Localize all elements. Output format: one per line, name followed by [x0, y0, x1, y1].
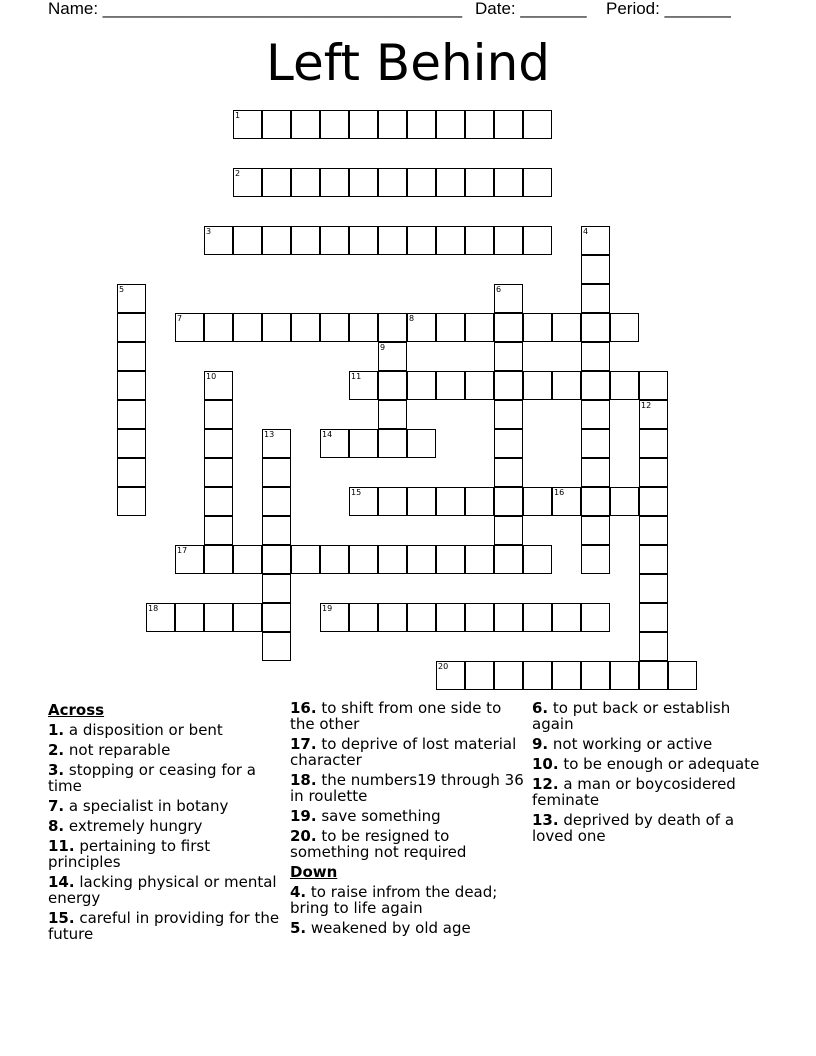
- name-field-label: Name: ______________________________________: [48, 0, 463, 18]
- clue-column-3: [532, 700, 770, 848]
- grid-cell[interactable]: [581, 313, 610, 342]
- header-fields: [48, 0, 462, 19]
- grid-cell[interactable]: [146, 603, 175, 632]
- clue-number: 10.: [532, 755, 559, 773]
- grid-cell[interactable]: [378, 603, 407, 632]
- grid-cell[interactable]: [291, 168, 320, 197]
- clue-number: 14.: [48, 873, 75, 891]
- cell-number: 9: [380, 343, 386, 352]
- cell-number: 19: [322, 604, 333, 613]
- grid-cell[interactable]: [494, 661, 523, 690]
- clue-number: 16.: [290, 699, 317, 717]
- grid-cell[interactable]: [320, 110, 349, 139]
- grid-cell[interactable]: [494, 371, 523, 400]
- grid-cell[interactable]: [378, 487, 407, 516]
- grid-cell[interactable]: [465, 545, 494, 574]
- grid-cell[interactable]: [639, 429, 668, 458]
- grid-cell[interactable]: [233, 168, 262, 197]
- grid-cell[interactable]: [175, 313, 204, 342]
- grid-cell[interactable]: [552, 371, 581, 400]
- grid-cell[interactable]: [262, 458, 291, 487]
- clue-text: deprived by death of a loved one: [532, 811, 735, 845]
- grid-cell[interactable]: [639, 603, 668, 632]
- grid-cell[interactable]: [262, 545, 291, 574]
- grid-cell[interactable]: [117, 284, 146, 313]
- grid-cell[interactable]: [639, 458, 668, 487]
- clue-text: stopping or ceasing for a time: [48, 761, 256, 795]
- clue-text: extremely hungry: [64, 817, 203, 835]
- grid-cell[interactable]: [407, 313, 436, 342]
- grid-cell[interactable]: [581, 255, 610, 284]
- grid-cell[interactable]: [320, 313, 349, 342]
- grid-cell[interactable]: [639, 400, 668, 429]
- clue-number: 7.: [48, 797, 65, 815]
- clue-text: careful in providing for the future: [48, 909, 280, 943]
- grid-cell[interactable]: [233, 603, 262, 632]
- grid-cell[interactable]: [494, 313, 523, 342]
- period-field: [606, 0, 731, 19]
- grid-cell[interactable]: [378, 429, 407, 458]
- clue-number: 13.: [532, 811, 559, 829]
- grid-cell[interactable]: [436, 168, 465, 197]
- grid-cell[interactable]: [291, 313, 320, 342]
- grid-cell[interactable]: [233, 226, 262, 255]
- date-field-label: Date: _______: [475, 0, 587, 18]
- grid-cell[interactable]: [204, 458, 233, 487]
- grid-cell[interactable]: [639, 574, 668, 603]
- clue-across-14: [48, 874, 286, 906]
- clue-text: save something: [316, 807, 441, 825]
- grid-cell[interactable]: [349, 313, 378, 342]
- grid-cell[interactable]: [639, 487, 668, 516]
- clue-across-15: [48, 910, 286, 942]
- grid-cell[interactable]: [262, 632, 291, 661]
- grid-cell[interactable]: [291, 110, 320, 139]
- grid-cell[interactable]: [349, 371, 378, 400]
- grid-cell[interactable]: [175, 545, 204, 574]
- grid-cell[interactable]: [320, 545, 349, 574]
- grid-cell[interactable]: [320, 226, 349, 255]
- cell-number: 6: [496, 285, 502, 294]
- grid-cell[interactable]: [436, 603, 465, 632]
- grid-cell[interactable]: [349, 168, 378, 197]
- grid-cell[interactable]: [378, 371, 407, 400]
- clue-across-11: [48, 838, 286, 870]
- grid-cell[interactable]: [291, 545, 320, 574]
- grid-cell[interactable]: [117, 371, 146, 400]
- clue-text: to be resigned to something not required: [290, 827, 467, 861]
- clue-across-19: [290, 808, 528, 824]
- grid-cell[interactable]: [117, 429, 146, 458]
- grid-cell[interactable]: [407, 487, 436, 516]
- grid-cell[interactable]: [523, 110, 552, 139]
- grid-cell[interactable]: [494, 458, 523, 487]
- grid-cell[interactable]: [262, 168, 291, 197]
- grid-cell[interactable]: [610, 313, 639, 342]
- clue-text: to deprive of lost material character: [290, 735, 517, 769]
- grid-cell[interactable]: [639, 661, 668, 690]
- grid-cell[interactable]: [581, 400, 610, 429]
- grid-cell[interactable]: [581, 516, 610, 545]
- grid-cell[interactable]: [262, 110, 291, 139]
- clue-across-8: [48, 818, 286, 834]
- grid-cell[interactable]: [349, 603, 378, 632]
- date-field: [475, 0, 587, 19]
- grid-cell[interactable]: [349, 429, 378, 458]
- grid-cell[interactable]: [668, 661, 697, 690]
- grid-cell[interactable]: [349, 545, 378, 574]
- cell-number: 2: [235, 169, 241, 178]
- clue-text: to shift from one side to the other: [290, 699, 502, 733]
- clue-number: 1.: [48, 721, 65, 739]
- cell-number: 18: [148, 604, 159, 613]
- grid-cell[interactable]: [610, 661, 639, 690]
- grid-cell[interactable]: [204, 545, 233, 574]
- grid-cell[interactable]: [233, 110, 262, 139]
- clue-number: 20.: [290, 827, 317, 845]
- clue-number: 2.: [48, 741, 65, 759]
- grid-cell[interactable]: [639, 516, 668, 545]
- grid-cell[interactable]: [407, 168, 436, 197]
- cell-number: 12: [641, 401, 652, 410]
- grid-cell[interactable]: [204, 371, 233, 400]
- grid-cell[interactable]: [581, 458, 610, 487]
- clue-text: a man or boycosidered feminate: [532, 775, 736, 809]
- clue-column-1: [48, 700, 286, 946]
- clue-down-9: [532, 736, 770, 752]
- period-field-label: Period: _______: [606, 0, 731, 18]
- clue-text: the numbers19 through 36 in roulette: [290, 771, 524, 805]
- grid-cell[interactable]: [117, 458, 146, 487]
- grid-cell[interactable]: [262, 429, 291, 458]
- grid-cell[interactable]: [204, 429, 233, 458]
- grid-cell[interactable]: [407, 110, 436, 139]
- cell-number: 14: [322, 430, 333, 439]
- cell-number: 10: [206, 372, 217, 381]
- clue-across-17: [290, 736, 528, 768]
- grid-cell[interactable]: [436, 371, 465, 400]
- grid-cell[interactable]: [552, 603, 581, 632]
- across-heading: Across: [48, 701, 105, 719]
- grid-cell[interactable]: [465, 603, 494, 632]
- cell-number: 16: [554, 488, 565, 497]
- grid-cell[interactable]: [378, 545, 407, 574]
- grid-cell[interactable]: [436, 545, 465, 574]
- clue-down-5: [290, 920, 528, 936]
- grid-cell[interactable]: [523, 313, 552, 342]
- clue-across-2: [48, 742, 286, 758]
- clue-text: lacking physical or mental energy: [48, 873, 277, 907]
- grid-cell[interactable]: [581, 371, 610, 400]
- clue-number: 11.: [48, 837, 75, 855]
- clue-number: 6.: [532, 699, 549, 717]
- grid-cell[interactable]: [581, 429, 610, 458]
- grid-cell[interactable]: [320, 603, 349, 632]
- grid-cell[interactable]: [378, 168, 407, 197]
- grid-cell[interactable]: [436, 110, 465, 139]
- grid-cell[interactable]: [494, 226, 523, 255]
- clue-text: to put back or establish again: [532, 699, 731, 733]
- grid-cell[interactable]: [494, 284, 523, 313]
- clue-text: weakened by old age: [306, 919, 471, 937]
- grid-cell[interactable]: [494, 400, 523, 429]
- clue-down-10: [532, 756, 770, 772]
- grid-cell[interactable]: [320, 168, 349, 197]
- clue-number: 12.: [532, 775, 559, 793]
- cell-number: 13: [264, 430, 275, 439]
- grid-cell[interactable]: [494, 516, 523, 545]
- grid-cell[interactable]: [494, 168, 523, 197]
- grid-cell[interactable]: [465, 110, 494, 139]
- grid-cell[interactable]: [204, 226, 233, 255]
- clue-text: to be enough or adequate: [558, 755, 760, 773]
- grid-cell[interactable]: [117, 400, 146, 429]
- clue-text: a disposition or bent: [64, 721, 223, 739]
- clue-number: 15.: [48, 909, 75, 927]
- cell-number: 3: [206, 227, 212, 236]
- grid-cell[interactable]: [552, 661, 581, 690]
- clue-number: 18.: [290, 771, 317, 789]
- cell-number: 4: [583, 227, 589, 236]
- grid-cell[interactable]: [581, 342, 610, 371]
- grid-cell[interactable]: [581, 661, 610, 690]
- clue-down-4: [290, 884, 528, 916]
- page-title: Left Behind: [265, 34, 551, 92]
- grid-cell[interactable]: [407, 429, 436, 458]
- grid-cell[interactable]: [407, 603, 436, 632]
- grid-cell[interactable]: [494, 603, 523, 632]
- grid-cell[interactable]: [552, 313, 581, 342]
- clue-across-3: [48, 762, 286, 794]
- clue-down-6: [532, 700, 770, 732]
- grid-cell[interactable]: [204, 516, 233, 545]
- grid-cell[interactable]: [494, 545, 523, 574]
- grid-cell[interactable]: [465, 487, 494, 516]
- grid-cell[interactable]: [494, 342, 523, 371]
- cell-number: 17: [177, 546, 188, 555]
- down-heading: Down: [290, 863, 338, 881]
- clue-number: 17.: [290, 735, 317, 753]
- grid-cell[interactable]: [349, 226, 378, 255]
- clue-number: 8.: [48, 817, 65, 835]
- cell-number: 7: [177, 314, 183, 323]
- grid-cell[interactable]: [436, 226, 465, 255]
- grid-cell[interactable]: [494, 429, 523, 458]
- grid-cell[interactable]: [378, 110, 407, 139]
- grid-cell[interactable]: [262, 574, 291, 603]
- clue-number: 9.: [532, 735, 549, 753]
- clue-across-1: [48, 722, 286, 738]
- grid-cell[interactable]: [204, 603, 233, 632]
- clue-text: a specialist in botany: [64, 797, 229, 815]
- clue-down-12: [532, 776, 770, 808]
- grid-cell[interactable]: [117, 313, 146, 342]
- grid-cell[interactable]: [117, 342, 146, 371]
- clue-across-20: [290, 828, 528, 860]
- clue-text: not reparable: [64, 741, 171, 759]
- grid-cell[interactable]: [407, 226, 436, 255]
- clue-across-18: [290, 772, 528, 804]
- grid-cell[interactable]: [581, 487, 610, 516]
- grid-cell[interactable]: [233, 313, 262, 342]
- clue-column-2: [290, 700, 528, 940]
- grid-cell[interactable]: [262, 516, 291, 545]
- clue-number: 4.: [290, 883, 307, 901]
- clue-text: to raise infrom the dead; bring to life again: [290, 883, 498, 917]
- grid-cell[interactable]: [262, 226, 291, 255]
- grid-cell[interactable]: [349, 487, 378, 516]
- grid-cell[interactable]: [552, 487, 581, 516]
- grid-cell[interactable]: [465, 371, 494, 400]
- grid-cell[interactable]: [465, 661, 494, 690]
- cell-number: 15: [351, 488, 362, 497]
- grid-cell[interactable]: [523, 371, 552, 400]
- clue-across-7: [48, 798, 286, 814]
- clue-number: 19.: [290, 807, 317, 825]
- grid-cell[interactable]: [523, 226, 552, 255]
- grid-cell[interactable]: [407, 371, 436, 400]
- cell-number: 5: [119, 285, 125, 294]
- grid-cell[interactable]: [407, 545, 436, 574]
- grid-cell[interactable]: [639, 632, 668, 661]
- grid-cell[interactable]: [639, 545, 668, 574]
- clue-text: pertaining to first principles: [48, 837, 211, 871]
- grid-cell[interactable]: [436, 661, 465, 690]
- cell-number: 20: [438, 662, 449, 671]
- grid-cell[interactable]: [378, 400, 407, 429]
- grid-cell[interactable]: [465, 313, 494, 342]
- cell-number: 1: [235, 111, 241, 120]
- grid-cell[interactable]: [581, 603, 610, 632]
- grid-cell[interactable]: [610, 371, 639, 400]
- clue-across-16: [290, 700, 528, 732]
- grid-cell[interactable]: [262, 487, 291, 516]
- grid-cell[interactable]: [523, 545, 552, 574]
- cell-number: 8: [409, 314, 415, 323]
- grid-cell[interactable]: [581, 226, 610, 255]
- grid-cell[interactable]: [436, 487, 465, 516]
- grid-cell[interactable]: [436, 313, 465, 342]
- grid-cell[interactable]: [523, 168, 552, 197]
- grid-cell[interactable]: [262, 603, 291, 632]
- grid-cell[interactable]: [117, 487, 146, 516]
- grid-cell[interactable]: [523, 603, 552, 632]
- clue-text: not working or active: [548, 735, 713, 753]
- grid-cell[interactable]: [494, 110, 523, 139]
- grid-cell[interactable]: [175, 603, 204, 632]
- grid-cell[interactable]: [378, 226, 407, 255]
- grid-cell[interactable]: [581, 545, 610, 574]
- grid-cell[interactable]: [204, 487, 233, 516]
- grid-cell[interactable]: [639, 371, 668, 400]
- grid-cell[interactable]: [465, 168, 494, 197]
- grid-cell[interactable]: [204, 313, 233, 342]
- grid-cell[interactable]: [349, 110, 378, 139]
- grid-cell[interactable]: [320, 429, 349, 458]
- grid-cell[interactable]: [465, 226, 494, 255]
- grid-cell[interactable]: [523, 487, 552, 516]
- clue-down-13: [532, 812, 770, 844]
- cell-number: 11: [351, 372, 362, 381]
- grid-cell[interactable]: [610, 487, 639, 516]
- grid-cell[interactable]: [378, 342, 407, 371]
- grid-cell[interactable]: [291, 226, 320, 255]
- clue-number: 5.: [290, 919, 307, 937]
- grid-cell[interactable]: [523, 661, 552, 690]
- grid-cell[interactable]: [262, 313, 291, 342]
- grid-cell[interactable]: [233, 545, 262, 574]
- grid-cell[interactable]: [581, 284, 610, 313]
- grid-cell[interactable]: [494, 487, 523, 516]
- grid-cell[interactable]: [204, 400, 233, 429]
- grid-cell[interactable]: [378, 313, 407, 342]
- clue-number: 3.: [48, 761, 65, 779]
